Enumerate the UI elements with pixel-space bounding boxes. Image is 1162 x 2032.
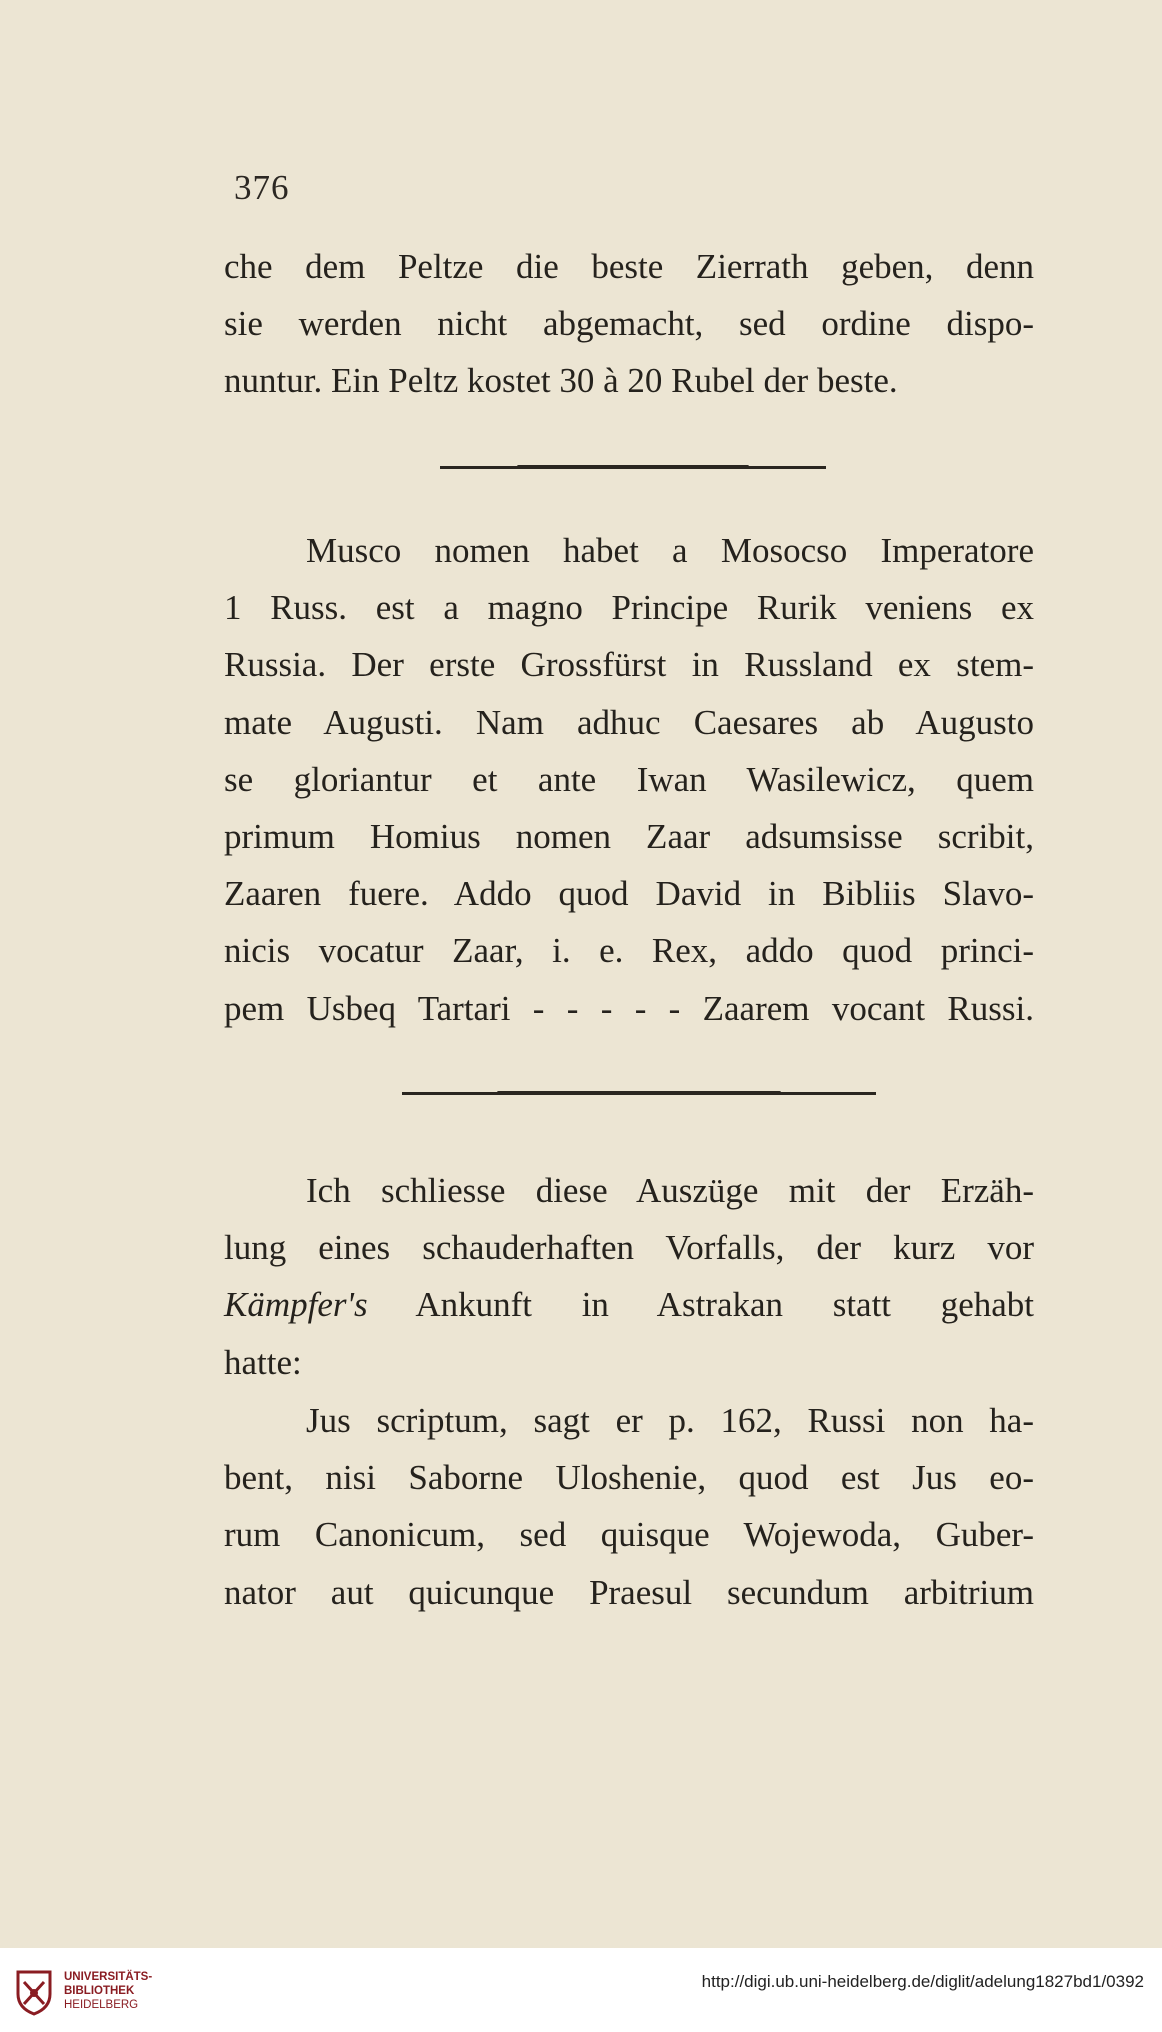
text-line: Musco nomen habet a Mosocso Imperatore [306,531,1034,570]
author-name-italic: Kämpfer's [224,1285,368,1325]
text-line: primum Homius nomen Zaar adsumsisse scribit, [224,816,1034,856]
text-line [224,1276,1034,1333]
text-line: rum Canonicum, sed quisque Wojewoda, Guber- [224,1515,1034,1555]
text-line: Russia. Der erste Grossfürst in Russland ex stem- [224,645,1034,685]
paragraph-3 [224,1162,1034,1391]
library-name-line: BIBLIOTHEK [64,1985,135,1997]
paragraph-4 [224,1392,1034,1621]
section-divider [440,466,826,469]
text-line: se gloriantur et ante Iwan Wasilewicz, quem [224,759,1034,799]
library-name-line: UNIVERSITÄTS- [64,1971,153,1983]
paragraph-2 [224,522,1034,1037]
text-line: Jus scriptum, sagt er p. 162, Russi non ha- [306,1401,1034,1440]
section-divider [402,1092,876,1095]
library-name-line: HEIDELBERG [64,1999,139,2011]
library-name [64,1970,152,2012]
text-line: lung eines schauderhaften Vorfalls, der kurz vor [224,1228,1034,1268]
text-line: nicis vocatur Zaar, i. e. Rex, addo quod princi- [224,931,1034,971]
text-line: mate Augusti. Nam adhuc Caesares ab Augusto [224,702,1034,742]
text-line: sie werden nicht abgemacht, sed ordine dispo- [224,304,1034,344]
text-line: pem Usbeq Tartari - - - - - Zaarem vocant Russi. [224,988,1034,1028]
text-line: nuntur. Ein Peltz kostet 30 à 20 Rubel der beste. [224,361,898,401]
text-line: hatte: [224,1342,302,1382]
text-line-rest: Ankunft in Astrakan statt gehabt [367,1285,1034,1325]
text-line: bent, nisi Saborne Uloshenie, quod est Jus eo- [224,1458,1034,1498]
text-line: Zaaren fuere. Addo quod David in Bibliis Slavo- [224,874,1034,914]
page-number: 376 [234,168,290,207]
heidelberg-library-logo-icon [14,1968,54,2016]
text-line: Ich schliesse diese Auszüge mit der Erzäh- [306,1171,1034,1210]
source-url-link[interactable]: http://digi.ub.uni-heidelberg.de/diglit/adelung1827bd1/0392 [701,1972,1144,1991]
paragraph-1 [224,238,1034,410]
text-line: 1 Russ. est a magno Principe Rurik veniens ex [224,588,1034,628]
viewer-footer [0,1948,1162,2032]
text-line: nator aut quicunque Praesul secundum arbitrium [224,1572,1034,1612]
text-line: che dem Peltze die beste Zierrath geben, denn [224,247,1034,286]
